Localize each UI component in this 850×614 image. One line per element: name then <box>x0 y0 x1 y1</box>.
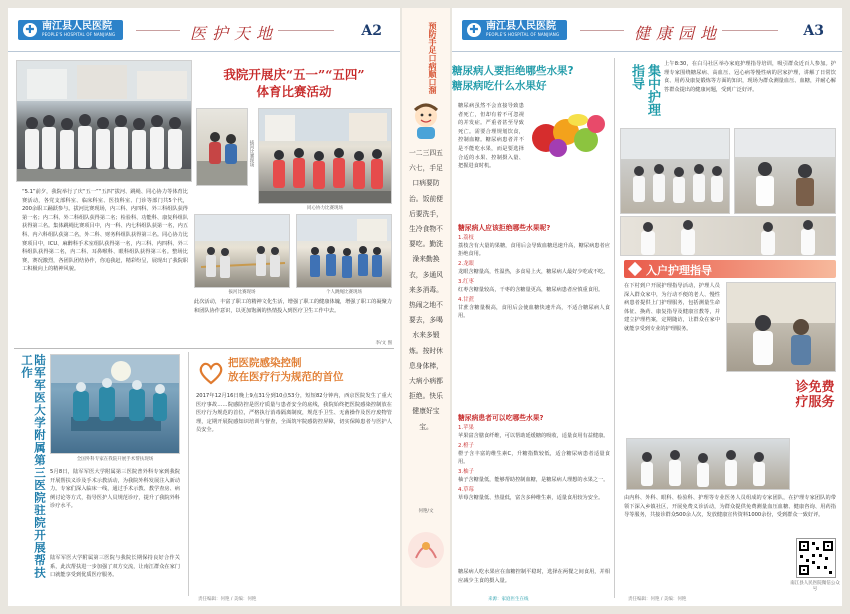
article-title-line1: 我院开展庆“五一”“五四” <box>223 67 365 82</box>
article-outro: 糖尿病人吃水果应在血糖控制平稳时，选择在两餐之间食用，并相应减少主食的摄入量。 <box>458 569 610 584</box>
list-item <box>458 296 610 320</box>
middle-verse: 一二三四五六七，手足口病要防治。饭前便后要洗手，生冷食物不要吃。勤洗澡来勤换衣，多通风来多消毒。热闹之地不要去，多喝水来多锻炼。按时休息身体棒，大病小病都拒绝。快乐健康好宝宝。 <box>409 149 443 431</box>
fruit-name: 1.荔枝 <box>458 235 474 241</box>
page-header <box>452 8 842 52</box>
article-subtitle: 糖尿病人应该拒绝哪些水果呢? <box>458 224 551 232</box>
hospital-logo <box>18 20 123 40</box>
list-item <box>458 468 610 484</box>
page-header <box>8 8 400 52</box>
page-number: A3 <box>803 23 824 39</box>
photo-tug-of-war-1 <box>194 214 290 288</box>
hospital-name-en: PEOPLE'S HOSPITAL OF NANJIANG <box>486 31 560 37</box>
fruit-text: 橙子含丰富的维生素C，升糖指数较低，适合糖尿病患者适量食用。 <box>458 451 610 465</box>
article-source: 来源：家庭医生在线 <box>488 597 529 602</box>
photo-blood-pressure <box>734 128 836 214</box>
article-title: 诊免费疗服务 <box>795 380 835 410</box>
article-body-2: 陆军军医大学附属第三医院与我院长期保持良好合作关系，此次帮扶进一步加强了双方交流，让南江群众在家门口就能享受到优质医疗服务。 <box>50 555 180 579</box>
photo-free-clinic <box>626 438 790 490</box>
section-title: 健康园地 <box>634 24 723 43</box>
article-body: 在下村到户开展护理指导活动，护理人员深入群众家中，为行动不便的老人、慢性病患者提供上门护理服务，包括测量生命体征、换药、康复指导及健康宣教等，并建立护理档案，定期随访，让群众在家中就能享受到专业的护理服务。 <box>624 283 720 332</box>
fruit-text: 柚子含糖量低，能够帮助控制血糖，是糖尿病人理想的水果之一。 <box>458 477 609 483</box>
section-title: 医护天地 <box>190 24 279 43</box>
page-a2 <box>8 8 400 606</box>
hospital-name: 南江县人民医院 <box>486 21 556 32</box>
avoid-fruit-list <box>458 234 610 322</box>
list-item <box>458 234 610 258</box>
tug-of-war-illustration <box>195 215 290 288</box>
article-body-2: 此次活动，丰富了职工的精神文化生活，增强了职工的健康体魄，增强了职工的凝聚力和团队协作意识，以更加饱满的热情投入到医疗卫生工作中去。 <box>194 299 392 314</box>
article-body: “5.1”前夕，我院举行了庆“五一”“五四”拔河、跳绳、同心协力等体育比赛活动，各党支部科室、临床科室、医技科室、门诊等部门共5个代，200余职工踊跃参与。拔河比赛现场，内三科、内四科、外三科组队获得第一名；内二科、外二科组队获得第二名；检验科、功能科、康复科组队获得第三名。集体跳绳比赛项目中，内一科、内七科组队获第一名，内五科、内六科组队获第二名，外二科、财务科组队获得第三名。同心协力比赛项目中，ICU、麻醉科手术室组队获得第一名，内三科、内四科、外三科组队获得第二名，内二科、耳鼻喉科、眼科组队获得第三名。整场比赛，赛况激烈，各团队团结协作，你追我赶，精彩纷呈，展现出了我院职工积极向上的精神风貌。 <box>22 189 188 273</box>
article-subtitle: 糖尿病患者可以吃哪些水果? <box>458 414 544 422</box>
photo-caption: 个人跳绳比赛现场 <box>326 290 362 295</box>
fruit-name: 2.橙子 <box>458 443 474 449</box>
photo-caption: 拔河比赛现场 <box>249 139 254 167</box>
list-item <box>458 442 610 466</box>
article-title <box>452 64 610 94</box>
fruit-name: 4.甘蔗 <box>458 297 474 303</box>
photo-caption: 全国外科专家在我院开展手术帮扶现场 <box>76 457 154 462</box>
relay-illustration <box>197 109 248 186</box>
fruit-text: 红枣含糖量较高，干枣的含糖量更高，糖尿病患者应慎重食用。 <box>458 287 604 293</box>
heart-icon <box>198 360 224 386</box>
fruit-text: 龙眼含糖量高，性温热，多食易上火，糖尿病人最好少吃或不吃。 <box>458 269 609 275</box>
child-cartoon-icon <box>406 100 446 140</box>
photo-sports-crowd <box>16 60 192 182</box>
page-number: A2 <box>361 23 382 39</box>
article-author: 李/文 图 <box>375 341 392 346</box>
nurses-illustration <box>621 217 836 256</box>
photo-community-class <box>620 128 730 214</box>
article-intro: 糖尿病虽然不会直接导致患者死亡，但却有着不可忽视的并发症。严重者甚至导致死亡。需要合理规划饮食，控制血糖。糖尿病患者并不是不能吃水果，而是要选择合适的水果、控制摄入量、把握进食时机。 <box>458 103 524 170</box>
hospital-name-en: PEOPLE'S HOSPITAL OF NANJIANG <box>42 31 116 37</box>
divider <box>580 30 624 31</box>
fruit-name: 2.龙眼 <box>458 261 474 267</box>
jump-rope-illustration <box>259 109 392 204</box>
fruit-text: 苹果富含膳食纤维，可以帮助延缓糖的吸收，适量食用有益健康。 <box>458 433 609 439</box>
list-item <box>458 424 610 440</box>
middle-banner: 预防手足口病顺口溜 <box>428 22 437 94</box>
photo-home-visit <box>726 282 836 372</box>
article-body: 5月8日，陆军军医大学附属第三医院普外科专家到我院开展帮扶义诊及手术示教活动，为我院外科发展注入新动力。专家们深入临床一线，通过手术示教、教学查房、病例讨论等方式，指导医护人员规范诊疗，提升了我院外科诊疗水平。 <box>50 469 180 510</box>
fruit-name: 3.红枣 <box>458 279 474 285</box>
list-item <box>458 260 610 276</box>
article-title <box>228 356 390 384</box>
article-title-line2: 放在医疗行为规范的首位 <box>228 371 344 383</box>
page-footer: 责任编辑：何艳 / 美编：何艳 <box>198 597 257 602</box>
article-title-line2: 糖尿病吃什么水果好 <box>452 80 547 92</box>
fruit-illustration <box>526 102 610 162</box>
divider <box>14 348 394 349</box>
page-footer: 责任编辑：何艳 / 美编：何艳 <box>628 597 687 602</box>
photo-surgery <box>50 354 180 454</box>
divider <box>188 352 189 596</box>
article-title-line2: 体育比赛活动 <box>256 84 332 99</box>
divider <box>136 30 180 31</box>
fruit-name: 4.草莓 <box>458 487 474 493</box>
page-a3 <box>452 8 842 606</box>
article-body: 由内科、外科、眼科、检验科、护理等专业医务人员组成的专家团队，在护理专家团队的带领下深入乡镇社区，开展免费义诊活动，为群众提供免费测量血压血糖、健康咨询、用药指导等服务，共接诊群众500余人次，发放健康宣传资料1000余份，受到群众一致好评。 <box>624 495 836 519</box>
arrow-icon <box>628 262 642 276</box>
divider <box>614 58 615 598</box>
middle-column <box>402 8 450 606</box>
article-body: 2017年12月16日晚上9点31分到10点53分，短短82分钟内，西京医院发生了重大医疗事故……院感防控是医疗质量与患者安全的底线，我院始终把医院感染控制放在医疗行为规范的首位，严格执行消毒隔离制度，规范手卫生、无菌操作及医疗废物管理，定期开展院感知识培训与督查，全面筑牢院感防控屏障，切实保障患者与医护人员安全。 <box>196 393 392 434</box>
article-title-line1: 把医院感染控制 <box>228 357 302 369</box>
qr-caption: 南江县人民医院微信公众号 <box>790 581 840 592</box>
class-illustration <box>621 129 730 214</box>
qr-code-icon <box>796 538 836 578</box>
home-visit-illustration <box>727 283 836 372</box>
photo-caption: 同心协力比赛现场 <box>307 206 343 211</box>
list-item <box>458 278 610 294</box>
hospital-cross-icon: ✚ <box>467 23 481 37</box>
fruit-text: 甘蔗含糖量极高，食用后会使血糖快速升高，不适合糖尿病人食用。 <box>458 305 610 319</box>
hospital-cross-icon: ✚ <box>23 23 37 37</box>
divider <box>278 30 334 31</box>
fruit-name: 3.柚子 <box>458 469 474 475</box>
clinic-illustration <box>627 439 790 490</box>
article-title-vertical: 陆军军医大学附属第三医院驻院开展帮扶工作 <box>20 354 47 579</box>
allowed-fruit-list <box>458 424 610 504</box>
list-item <box>458 486 610 502</box>
photo-caption: 拔河比赛现场 <box>228 290 256 295</box>
fruit-text: 草莓含糖量低、热量低，富含多种维生素，适量食用较为安全。 <box>458 495 604 501</box>
photo-tug-of-war-2 <box>296 214 392 288</box>
article-body: 上午8:30，在白马社区举办家庭护理指导培训，吸引群众近百人参加。护理专家围绕糖尿病、高血压、冠心病等慢性病的居家护理，讲解了日常饮食、用药及康复锻炼等方面的知识，现场为群众测量血压、血糖，并耐心解答群众提出的健康问题，受到广泛好评。 <box>664 61 836 93</box>
hospital-name: 南江县人民医院 <box>42 21 112 32</box>
jump-team-illustration <box>297 215 392 288</box>
bp-illustration <box>735 129 836 214</box>
fruit-text: 荔枝含有大量的果糖，食用后会导致血糖迅速升高，糖尿病患者应拒绝食用。 <box>458 243 610 257</box>
fruit-name: 1.苹果 <box>458 425 474 431</box>
article-title <box>198 66 390 100</box>
article-title-line1: 糖尿病人要拒绝哪些水果? <box>452 65 574 77</box>
photo-jump-rope <box>258 108 392 204</box>
decor-flower-icon <box>404 528 448 572</box>
surgery-illustration <box>51 355 180 454</box>
article-title-vertical: 集中护理指导 <box>629 64 660 116</box>
divider <box>722 30 778 31</box>
photo-relay <box>196 108 248 186</box>
crowd-illustration <box>17 61 192 182</box>
section-banner <box>624 260 836 278</box>
middle-author: 何艳/文 <box>418 509 434 514</box>
banner-title: 入户护理指导 <box>646 264 712 277</box>
hospital-logo <box>462 20 567 40</box>
photo-nurses <box>620 216 836 256</box>
